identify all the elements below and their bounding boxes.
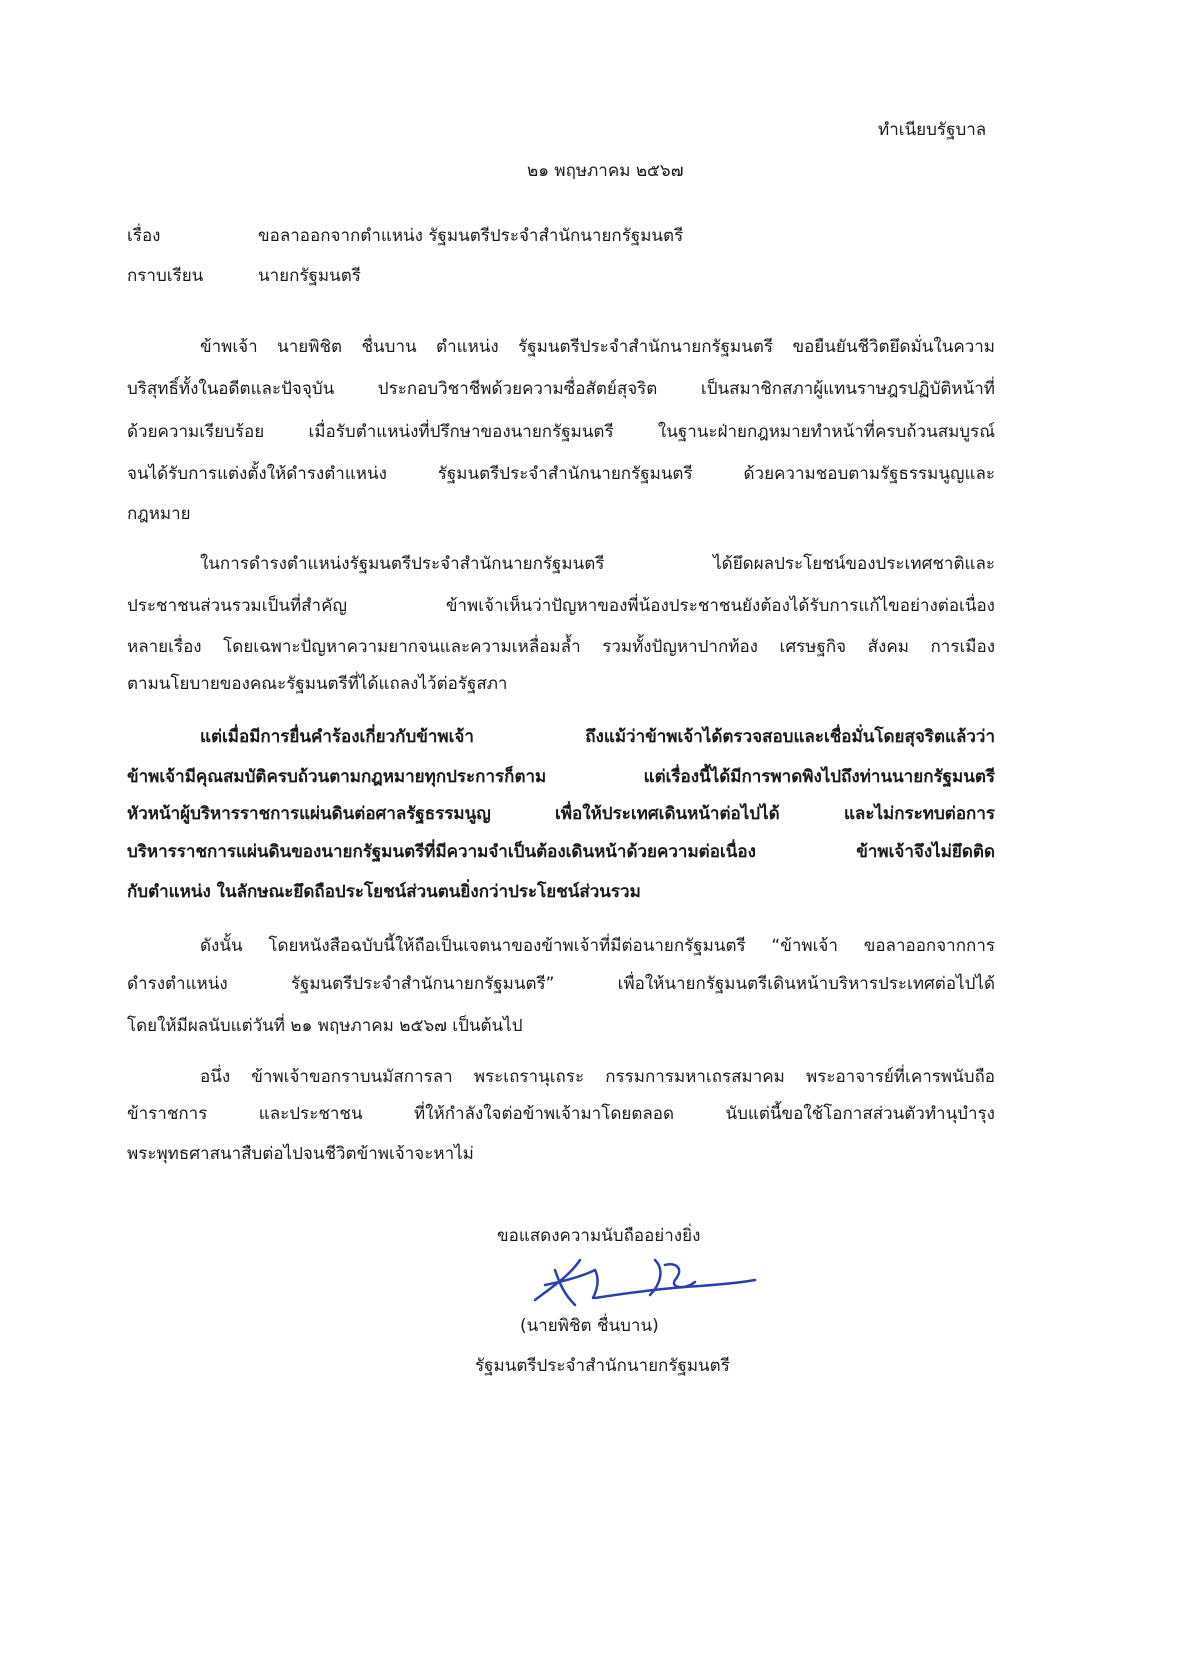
paragraph-line: กับตำแหน่ง ในลักษณะยึดถือประโยชน์ส่วนตนยิ่งกว่าประโยชน์ส่วนรวม xyxy=(127,882,641,902)
subject-label: เรื่อง xyxy=(127,226,161,246)
signature xyxy=(525,1250,765,1320)
paragraph-line: บริสุทธิ์ทั้งในอดีตและปัจจุบัน ประกอบวิชาชีพด้วยความซื่อสัตย์สุจริต เป็นสมาชิกสภาผู้แทนราษฎรปฏิบัติหน้าที่ xyxy=(127,379,995,399)
paragraph-line: ดังนั้น โดยหนังสือฉบับนี้ให้ถือเป็นเจตนาของข้าพเจ้าที่มีต่อนายกรัฐมนตรี “ข้าพเจ้า ขอลาออกจากการ xyxy=(200,936,995,956)
paragraph-line: ข้าพเจ้า นายพิชิต ชื่นบาน ตำแหน่ง รัฐมนตรีประจำสำนักนายกรัฐมนตรี ขอยืนยันชีวิตยึดมั่นในความ xyxy=(200,337,995,357)
recipient-value: นายกรัฐมนตรี xyxy=(258,266,361,286)
paragraph-line: แต่เมื่อมีการยื่นคำร้องเกี่ยวกับข้าพเจ้า ถึงแม้ว่าข้าพเจ้าได้ตรวจสอบและเชื่อมั่นโดยสุจริตแล้วว่า xyxy=(200,727,995,747)
paragraph-line: กฎหมาย xyxy=(127,504,191,524)
paragraph-line: ดำรงตำแหน่ง รัฐมนตรีประจำสำนักนายกรัฐมนตรี” เพื่อให้นายกรัฐมนตรีเดินหน้าบริหารประเทศต่อไปได้ xyxy=(127,974,995,994)
paragraph-line: หัวหน้าผู้บริหารราชการแผ่นดินต่อศาลรัฐธรรมนูญ เพื่อให้ประเทศเดินหน้าต่อไปได้ และไม่กระทบต่อการ xyxy=(127,804,995,824)
paragraph-line: หลายเรื่อง โดยเฉพาะปัญหาความยากจนและความเหลื่อมล้ำ รวมทั้งปัญหาปากท้อง เศรษฐกิจ สังคม การเมือง xyxy=(127,637,995,657)
paragraph-line: ในการดำรงตำแหน่งรัฐมนตรีประจำสำนักนายกรัฐมนตรี ได้ยึดผลประโยชน์ของประเทศชาติและ xyxy=(200,554,995,574)
paragraph-line: พระพุทธศาสนาสืบต่อไปจนชีวิตข้าพเจ้าจะหาไม่ xyxy=(127,1144,474,1164)
closing-salutation: ขอแสดงความนับถืออย่างยิ่ง xyxy=(497,1226,701,1246)
paragraph-line: บริหารราชการแผ่นดินของนายกรัฐมนตรีที่มีความจำเป็นต้องเดินหน้าด้วยความต่อเนื่อง ข้าพเจ้าจึงไม่ยึดติด xyxy=(127,842,995,862)
paragraph-line: ด้วยความเรียบร้อย เมื่อรับตำแหน่งที่ปรึกษาของนายกรัฐมนตรี ในฐานะฝ่ายกฎหมายทำหน้าที่ครบถ้วนสมบูรณ์ xyxy=(127,422,995,442)
paragraph-line: จนได้รับการแต่งตั้งให้ดำรงตำแหน่ง รัฐมนตรีประจำสำนักนายกรัฐมนตรี ด้วยความชอบตามรัฐธรรมนูญและ xyxy=(127,464,995,484)
recipient-label: กราบเรียน xyxy=(127,266,204,286)
sender-office: ทำเนียบรัฐบาล xyxy=(878,120,987,140)
paragraph-line: ข้าราชการ และประชาชน ที่ให้กำลังใจต่อข้าพเจ้ามาโดยตลอด นับแต่นี้ขอใช้โอกาสส่วนตัวทำนุบำรุง xyxy=(127,1104,995,1124)
signatory-title: รัฐมนตรีประจำสำนักนายกรัฐมนตรี xyxy=(475,1356,730,1376)
paragraph-line: ข้าพเจ้ามีคุณสมบัติครบถ้วนตามกฎหมายทุกประการก็ตาม แต่เรื่องนี้ได้มีการพาดพิงไปถึงท่านนายกรัฐมนตรี xyxy=(127,767,995,787)
paragraph-line: ตามนโยบายของคณะรัฐมนตรีที่ได้แถลงไว้ต่อรัฐสภา xyxy=(127,674,508,694)
subject-value: ขอลาออกจากตำแหน่ง รัฐมนตรีประจำสำนักนายกรัฐมนตรี xyxy=(258,226,684,246)
paragraph-line: อนึ่ง ข้าพเจ้าขอกราบนมัสการลา พระเถรานุเถระ กรรมการมหาเถรสมาคม พระอาจารย์ที่เคารพนับถือ xyxy=(200,1067,995,1087)
paragraph-line: ประชาชนส่วนรวมเป็นที่สำคัญ ข้าพเจ้าเห็นว่าปัญหาของพี่น้องประชาชนยังต้องได้รับการแก้ไขอย่างต่อเนื่อง xyxy=(127,596,995,616)
letter-date: ๒๑ พฤษภาคม ๒๕๖๗ xyxy=(527,161,684,181)
signatory-name: (นายพิชิต ชื่นบาน) xyxy=(520,1316,659,1336)
paragraph-line: โดยให้มีผลนับแต่วันที่ ๒๑ พฤษภาคม ๒๕๖๗ เป็นต้นไป xyxy=(127,1016,523,1036)
